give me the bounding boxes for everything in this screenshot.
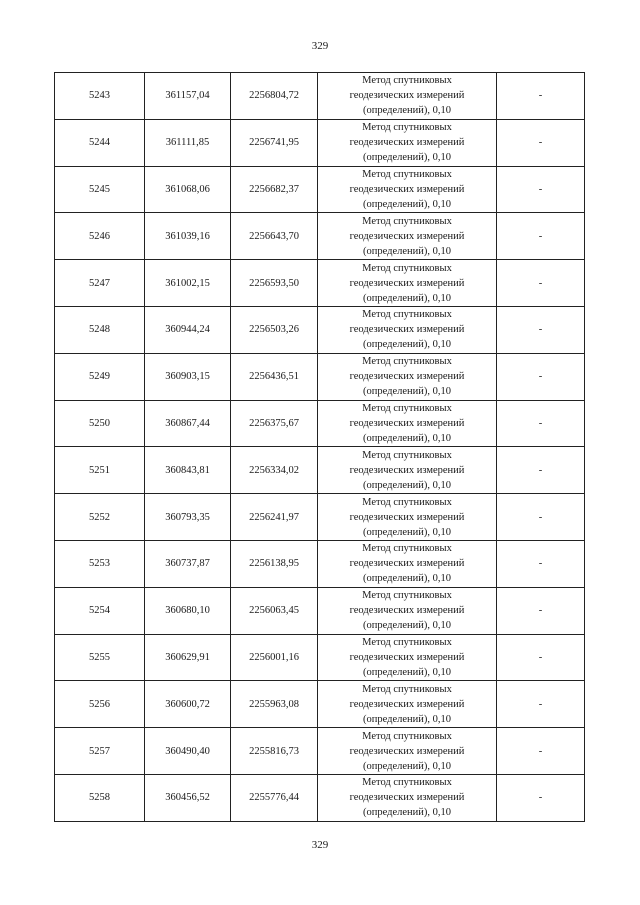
x-coordinate-cell: 361002,15 — [145, 260, 231, 307]
point-number-cell: 5246 — [55, 213, 145, 260]
point-number-cell: 5251 — [55, 447, 145, 494]
method-cell — [318, 728, 497, 775]
method-line: Метод спутниковых — [362, 168, 452, 180]
method-line: (определений), 0,10 — [362, 198, 452, 210]
method-line: геодезических измерений — [349, 464, 465, 476]
note-cell: - — [497, 587, 585, 634]
method-line: геодезических измерений — [349, 371, 465, 383]
method-line: (определений), 0,10 — [362, 713, 452, 725]
x-coordinate-cell: 360737,87 — [145, 540, 231, 587]
note-cell: - — [497, 400, 585, 447]
point-number-cell: 5254 — [55, 587, 145, 634]
method-line: Метод спутниковых — [362, 590, 452, 602]
table-row — [55, 587, 585, 634]
table-row — [55, 447, 585, 494]
method-line: геодезических измерений — [349, 90, 465, 102]
method-cell — [318, 447, 497, 494]
y-coordinate-cell: 2256138,95 — [231, 540, 318, 587]
method-cell — [318, 540, 497, 587]
method-line: геодезических измерений — [349, 558, 465, 570]
note-cell: - — [497, 728, 585, 775]
table-row — [55, 353, 585, 400]
x-coordinate-cell: 360600,72 — [145, 681, 231, 728]
y-coordinate-cell: 2256375,67 — [231, 400, 318, 447]
method-line: Метод спутниковых — [362, 683, 452, 695]
y-coordinate-cell: 2255963,08 — [231, 681, 318, 728]
method-line: Метод спутниковых — [362, 262, 452, 274]
method-line: (определений), 0,10 — [362, 526, 452, 538]
note-cell: - — [497, 681, 585, 728]
table-row — [55, 681, 585, 728]
point-number-cell: 5247 — [55, 260, 145, 307]
x-coordinate-cell: 360629,91 — [145, 634, 231, 681]
method-line: геодезических измерений — [349, 137, 465, 149]
y-coordinate-cell: 2256804,72 — [231, 73, 318, 120]
method-line: (определений), 0,10 — [362, 573, 452, 585]
note-cell: - — [497, 260, 585, 307]
coordinates-table-body — [55, 73, 585, 822]
method-cell — [318, 213, 497, 260]
method-line: геодезических измерений — [349, 792, 465, 804]
table-row — [55, 73, 585, 120]
coordinates-table — [54, 72, 585, 822]
x-coordinate-cell: 360456,52 — [145, 774, 231, 821]
method-cell — [318, 119, 497, 166]
table-row — [55, 119, 585, 166]
table-row — [55, 728, 585, 775]
method-line: Метод спутниковых — [362, 636, 452, 648]
x-coordinate-cell: 360867,44 — [145, 400, 231, 447]
method-line: (определений), 0,10 — [362, 339, 452, 351]
point-number-cell: 5250 — [55, 400, 145, 447]
x-coordinate-cell: 360793,35 — [145, 494, 231, 541]
page-number-bottom: 329 — [311, 839, 329, 851]
table-row — [55, 400, 585, 447]
method-line: геодезических измерений — [349, 417, 465, 429]
y-coordinate-cell: 2256503,26 — [231, 306, 318, 353]
note-cell: - — [497, 353, 585, 400]
note-cell: - — [497, 447, 585, 494]
method-line: (определений), 0,10 — [362, 152, 452, 164]
method-cell — [318, 634, 497, 681]
y-coordinate-cell: 2256436,51 — [231, 353, 318, 400]
method-line: Метод спутниковых — [362, 309, 452, 321]
method-cell — [318, 681, 497, 728]
method-line: Метод спутниковых — [362, 122, 452, 134]
method-line: геодезических измерений — [349, 605, 465, 617]
method-line: Метод спутниковых — [362, 543, 452, 555]
method-line: геодезических измерений — [349, 324, 465, 336]
method-cell — [318, 494, 497, 541]
table-row — [55, 774, 585, 821]
y-coordinate-cell: 2256682,37 — [231, 166, 318, 213]
table-row — [55, 634, 585, 681]
table-row — [55, 306, 585, 353]
point-number-cell: 5249 — [55, 353, 145, 400]
x-coordinate-cell: 360944,24 — [145, 306, 231, 353]
method-cell — [318, 774, 497, 821]
point-number-cell: 5252 — [55, 494, 145, 541]
method-line: геодезических измерений — [349, 651, 465, 663]
point-number-cell: 5243 — [55, 73, 145, 120]
method-line: Метод спутниковых — [362, 777, 452, 789]
note-cell: - — [497, 166, 585, 213]
y-coordinate-cell: 2256741,95 — [231, 119, 318, 166]
note-cell: - — [497, 119, 585, 166]
method-line: геодезических измерений — [349, 183, 465, 195]
method-cell — [318, 166, 497, 213]
method-line: геодезических измерений — [349, 745, 465, 757]
point-number-cell: 5248 — [55, 306, 145, 353]
table-row — [55, 540, 585, 587]
y-coordinate-cell: 2255816,73 — [231, 728, 318, 775]
method-cell — [318, 260, 497, 307]
method-cell — [318, 353, 497, 400]
point-number-cell: 5256 — [55, 681, 145, 728]
x-coordinate-cell: 360843,81 — [145, 447, 231, 494]
method-cell — [318, 587, 497, 634]
method-line: (определений), 0,10 — [362, 807, 452, 819]
y-coordinate-cell: 2256643,70 — [231, 213, 318, 260]
y-coordinate-cell: 2256063,45 — [231, 587, 318, 634]
x-coordinate-cell: 361111,85 — [145, 119, 231, 166]
note-cell: - — [497, 774, 585, 821]
x-coordinate-cell: 361068,06 — [145, 166, 231, 213]
method-line: (определений), 0,10 — [362, 760, 452, 772]
method-cell — [318, 400, 497, 447]
note-cell: - — [497, 634, 585, 681]
method-line: Метод спутниковых — [362, 402, 452, 414]
point-number-cell: 5257 — [55, 728, 145, 775]
y-coordinate-cell: 2256593,50 — [231, 260, 318, 307]
table-row — [55, 166, 585, 213]
method-line: Метод спутниковых — [362, 730, 452, 742]
note-cell: - — [497, 540, 585, 587]
method-line: Метод спутниковых — [362, 356, 452, 368]
note-cell: - — [497, 306, 585, 353]
note-cell: - — [497, 73, 585, 120]
method-line: Метод спутниковых — [362, 496, 452, 508]
method-cell — [318, 73, 497, 120]
method-line: геодезических измерений — [349, 277, 465, 289]
method-line: (определений), 0,10 — [362, 479, 452, 491]
note-cell: - — [497, 213, 585, 260]
method-line: (определений), 0,10 — [362, 245, 452, 257]
method-line: геодезических измерений — [349, 511, 465, 523]
point-number-cell: 5245 — [55, 166, 145, 213]
method-line: геодезических измерений — [349, 698, 465, 710]
table-row — [55, 494, 585, 541]
y-coordinate-cell: 2256001,16 — [231, 634, 318, 681]
point-number-cell: 5253 — [55, 540, 145, 587]
y-coordinate-cell: 2256334,02 — [231, 447, 318, 494]
y-coordinate-cell: 2256241,97 — [231, 494, 318, 541]
method-line: Метод спутниковых — [362, 215, 452, 227]
method-cell — [318, 306, 497, 353]
y-coordinate-cell: 2255776,44 — [231, 774, 318, 821]
table-row — [55, 213, 585, 260]
point-number-cell: 5255 — [55, 634, 145, 681]
table-row — [55, 260, 585, 307]
method-line: (определений), 0,10 — [362, 432, 452, 444]
x-coordinate-cell: 360490,40 — [145, 728, 231, 775]
x-coordinate-cell: 360680,10 — [145, 587, 231, 634]
method-line: (определений), 0,10 — [362, 292, 452, 304]
method-line: Метод спутниковых — [362, 75, 452, 87]
point-number-cell: 5244 — [55, 119, 145, 166]
page-number-top: 329 — [311, 40, 329, 52]
method-line: (определений), 0,10 — [362, 386, 452, 398]
x-coordinate-cell: 361039,16 — [145, 213, 231, 260]
x-coordinate-cell: 360903,15 — [145, 353, 231, 400]
point-number-cell: 5258 — [55, 774, 145, 821]
method-line: (определений), 0,10 — [362, 105, 452, 117]
x-coordinate-cell: 361157,04 — [145, 73, 231, 120]
method-line: Метод спутниковых — [362, 449, 452, 461]
method-line: (определений), 0,10 — [362, 666, 452, 678]
method-line: (определений), 0,10 — [362, 620, 452, 632]
method-line: геодезических измерений — [349, 230, 465, 242]
note-cell: - — [497, 494, 585, 541]
